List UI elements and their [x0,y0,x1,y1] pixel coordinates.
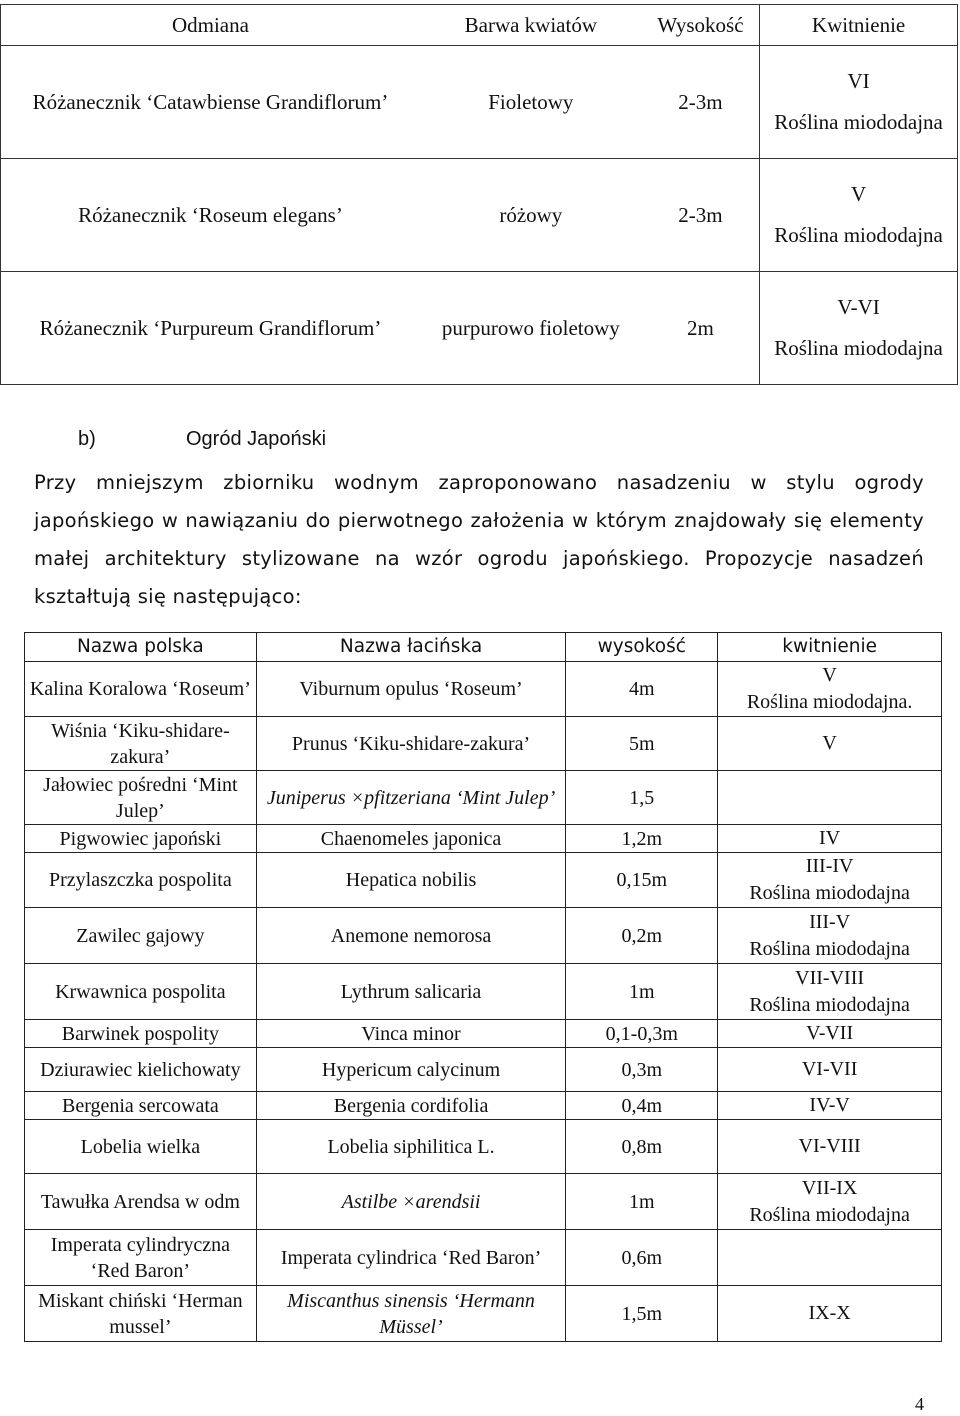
header-cell: Odmiana [1,5,420,46]
bloom-period: V-VII [806,1022,854,1044]
table-row [25,853,942,908]
plant-height: 0,8m [566,1120,718,1174]
table-row [25,662,942,717]
bloom-period: IV [819,827,841,849]
polish-name: Bergenia sercowata [25,1092,257,1120]
section-letter: b) [78,428,96,450]
spacer [764,95,953,109]
bloom-cell [760,159,958,272]
table-row [25,1048,942,1092]
table-header-row [1,5,958,46]
bloom-cell [718,717,942,771]
latin-name: Prunus ‘Kiku-shidare-zakura’ [256,717,566,771]
bloom-cell [760,46,958,159]
polish-name: Przylaszczka pospolita [25,853,257,908]
section-title: Ogród Japoński [186,428,327,450]
latin-name: Vinca minor [256,1020,566,1048]
plant-height: 1,5 [566,771,718,825]
honey-plant-note: Roślina miododajna [749,993,910,1016]
plant-height: 0,6m [566,1230,718,1286]
flower-color: purpurowo fioletowy [420,272,642,385]
bloom-cell [718,771,942,825]
latin-name: Miscanthus sinensis ‘Hermann Müssel’ [256,1286,566,1342]
bloom-cell [718,1020,942,1048]
table-row [1,272,958,385]
bloom-cell [718,1174,942,1230]
header-cell: wysokość [566,633,718,662]
bloom-cell [718,1092,942,1120]
polish-name: Wiśnia ‘Kiku-shidare-zakura’ [25,717,257,771]
bloom-cell [718,1048,942,1092]
bloom-period: V-VI [837,295,880,319]
plant-height: 0,3m [566,1048,718,1092]
polish-name: Lobelia wielka [25,1120,257,1174]
plant-height: 5m [566,717,718,771]
latin-name: Juniperus ×pfitzeriana ‘Mint Julep’ [256,771,566,825]
bloom-cell [760,272,958,385]
plant-height: 2-3m [642,46,760,159]
variety-name: Różanecznik ‘Purpureum Grandiflorum’ [1,272,420,385]
plant-height: 4m [566,662,718,717]
table-row [25,1120,942,1174]
honey-plant-note: Roślina miododajna [774,223,943,247]
table-row [25,908,942,964]
bloom-cell [718,825,942,853]
table-row [25,1286,942,1342]
honey-plant-note: Roślina miododajna [774,336,943,360]
bloom-period: IV-V [809,1094,850,1116]
plant-height: 1,5m [566,1286,718,1342]
bloom-cell [718,1286,942,1342]
plant-height: 1,2m [566,825,718,853]
spacer [764,208,953,222]
latin-name: Chaenomeles japonica [256,825,566,853]
bloom-period: V [850,182,867,206]
table-row [1,46,958,159]
bloom-period: VI-VIII [798,1135,861,1157]
variety-name: Różanecznik ‘Roseum elegans’ [1,159,420,272]
honey-plant-note: Roślina miododajna [749,882,910,904]
latin-name: Bergenia cordifolia [256,1092,566,1120]
polish-name: Jałowiec pośredni ‘Mint Julep’ [25,771,257,825]
polish-name: Krwawnica pospolita [25,964,257,1020]
bloom-cell [718,1230,942,1286]
plant-height: 0,2m [566,908,718,964]
latin-name: Hypericum calycinum [256,1048,566,1092]
bloom-period: III-IV [805,855,854,877]
flower-color: różowy [420,159,642,272]
honey-plant-note: Roślina miododajna. [746,691,913,713]
bloom-cell [718,662,942,717]
table-row [25,825,942,853]
bloom-cell [718,1120,942,1174]
bloom-period: VII-IX [801,1176,858,1199]
latin-name: Lythrum salicaria [256,964,566,1020]
page-number: 4 [915,1394,924,1414]
plant-height: 0,4m [566,1092,718,1120]
bloom-period: VI-VII [801,1058,858,1080]
bloom-cell [718,908,942,964]
latin-name: Astilbe ×arendsii [256,1174,566,1230]
honey-plant-note: Roślina miododajna [749,937,910,960]
header-cell: kwitnienie [718,633,942,662]
header-cell: Wysokość [642,5,760,46]
header-cell: Nazwa polska [25,633,257,662]
spacer [764,321,953,335]
latin-name: Imperata cylindrica ‘Red Baron’ [256,1230,566,1286]
header-cell: Barwa kwiatów [420,5,642,46]
table-row [25,717,942,771]
plant-height: 0,1-0,3m [566,1020,718,1048]
table-row [25,1230,942,1286]
polish-name: Miskant chiński ‘Herman mussel’ [25,1286,257,1342]
polish-name: Dziurawiec kielichowaty [25,1048,257,1092]
table-row [25,1020,942,1048]
flower-color: Fioletowy [420,46,642,159]
bloom-period: V [822,732,837,754]
plantings-table-body [25,662,942,1342]
plant-height: 2m [642,272,760,385]
bloom-period: IX-X [808,1302,851,1324]
latin-name: Viburnum opulus ‘Roseum’ [256,662,566,717]
bloom-period: VI [847,69,870,93]
latin-name: Hepatica nobilis [256,853,566,908]
varieties-table [0,4,958,385]
header-cell: Nazwa łacińska [256,633,566,662]
latin-name: Anemone nemorosa [256,908,566,964]
bloom-period: VII-VIII [795,966,865,989]
bloom-cell [718,964,942,1020]
plant-height: 2-3m [642,159,760,272]
plant-height: 0,15m [566,853,718,908]
table-row [25,964,942,1020]
latin-name: Lobelia siphilitica L. [256,1120,566,1174]
honey-plant-note: Roślina miododajna [749,1203,910,1226]
plant-height: 1m [566,964,718,1020]
plant-height: 1m [566,1174,718,1230]
table-row [25,771,942,825]
polish-name: Pigwowiec japoński [25,825,257,853]
header-cell: Kwitnienie [760,5,958,46]
table-header-row [25,633,942,662]
section-paragraph: Przy mniejszym zbiorniku wodnym zaproponowano nasadzeniu w stylu ogrody japońskiego w nawiązaniu do pierwotnego założenia w którym znajdowały się elementy małej architektury stylizowane na wzór ogrodu japońskiego. Propozycje nasadzeń kształtują się następująco: [34,471,924,608]
bloom-cell [718,853,942,908]
polish-name: Imperata cylindryczna ‘Red Baron’ [25,1230,257,1286]
honey-plant-note: Roślina miododajna [774,110,943,134]
table-row [1,159,958,272]
table-row [25,1174,942,1230]
polish-name: Tawułka Arendsa w odm [25,1174,257,1230]
table-row [25,1092,942,1120]
variety-name: Różanecznik ‘Catawbiense Grandiflorum’ [1,46,420,159]
polish-name: Zawilec gajowy [25,908,257,964]
bloom-period: V [822,664,837,686]
bloom-period: III-V [809,910,851,933]
polish-name: Barwinek pospolity [25,1020,257,1048]
plantings-table [24,632,942,1342]
polish-name: Kalina Koralowa ‘Roseum’ [25,662,257,717]
